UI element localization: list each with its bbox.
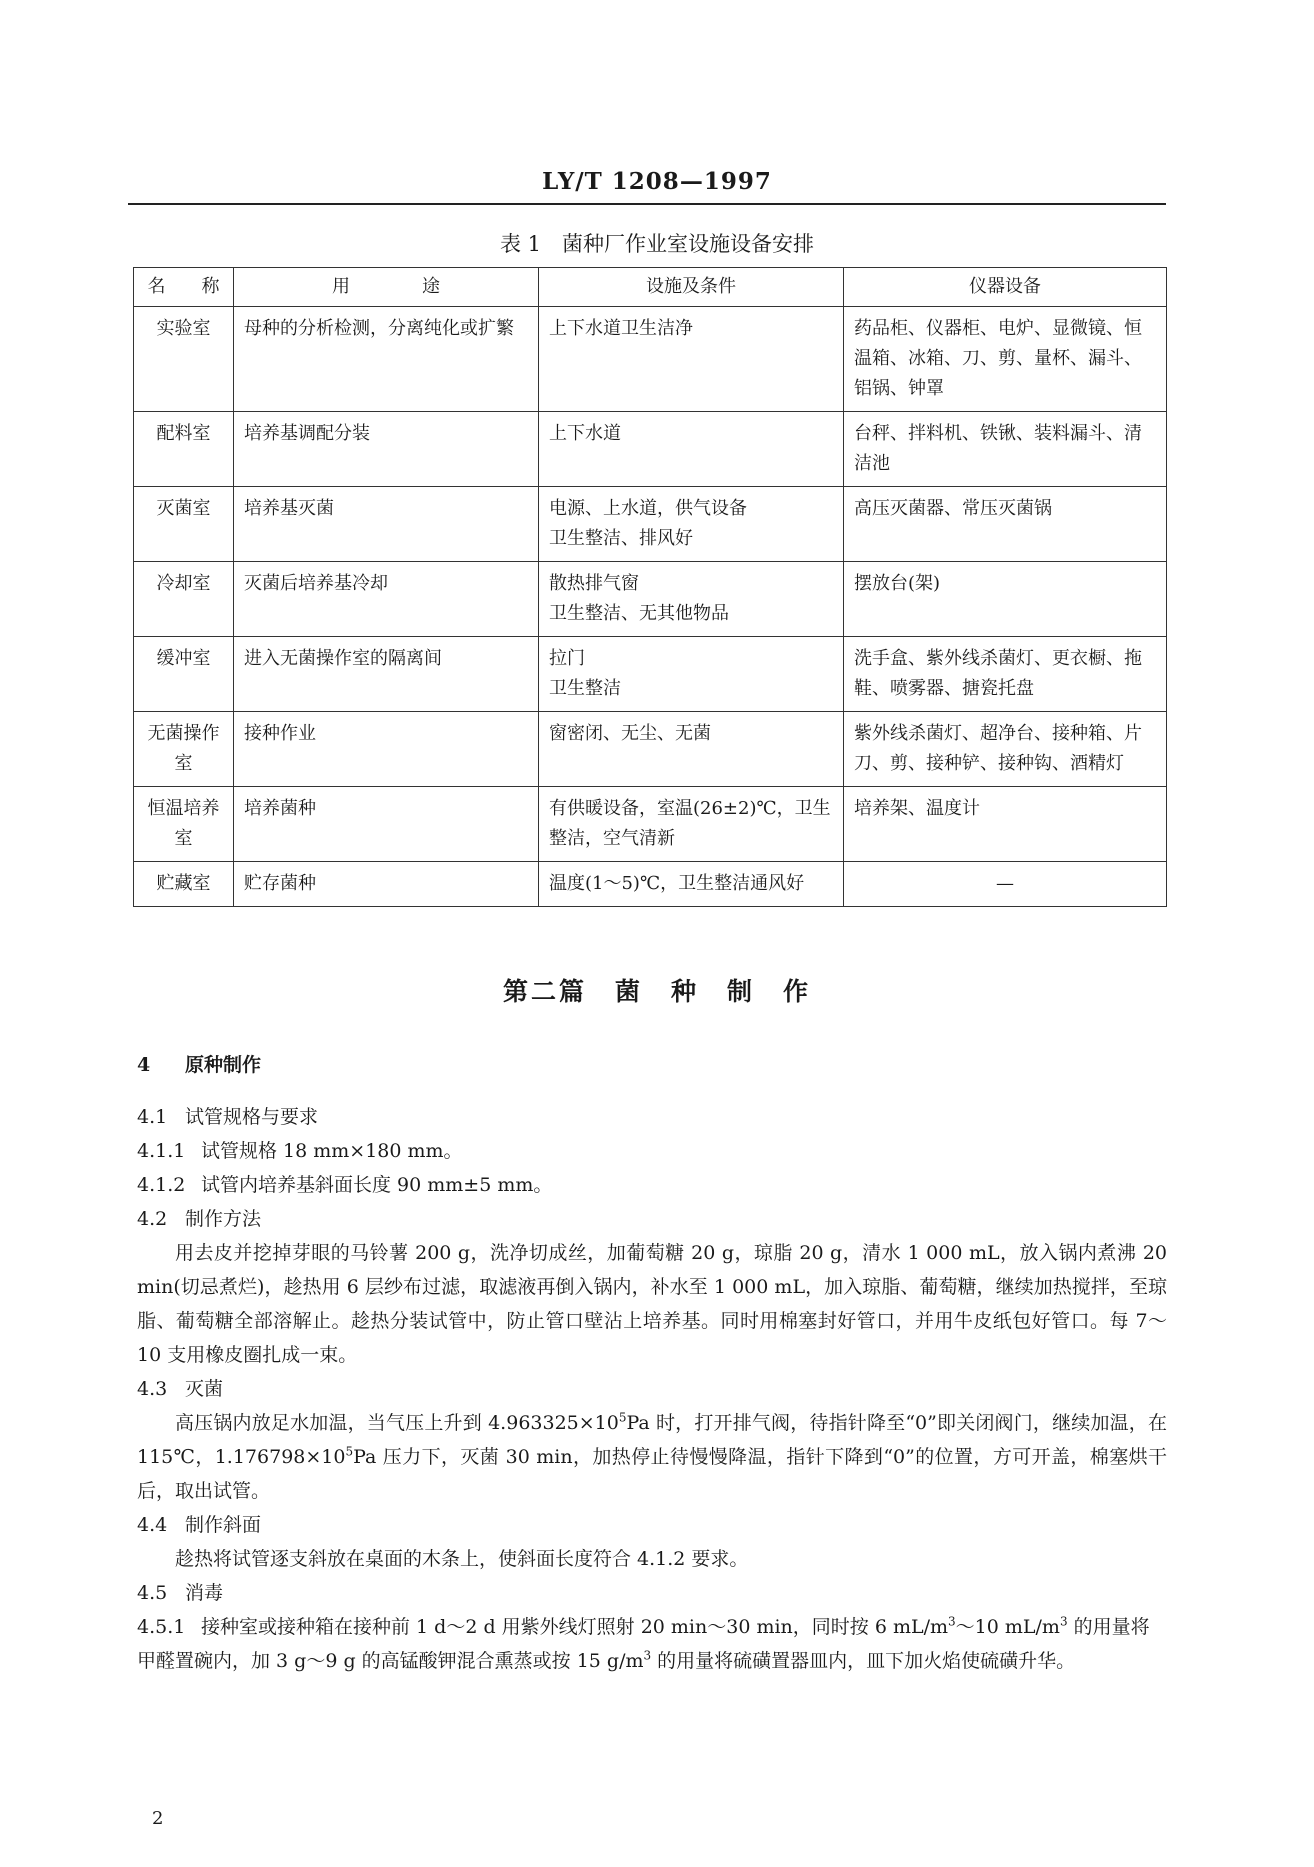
superscript: 5 [345,1444,354,1459]
table-row [134,562,1167,637]
purpose-cell: 进入无菌操作室的隔离间 [234,637,539,712]
section-number: 4.5 [137,1582,168,1604]
facility-cell: 上下水道卫生洁净 [539,307,844,412]
purpose-cell: 培养基灭菌 [234,487,539,562]
table-row [134,307,1167,412]
section-title: 制作斜面 [185,1514,262,1536]
section-text: 的用量将甲醛置碗内，加 3 g～9 g 的高锰酸钾混合熏蒸或按 15 g/m [137,1616,1150,1672]
part-title: 第二篇 菌 种 制 作 [502,977,811,1006]
column-header: 仪器设备 [844,268,1167,307]
table-body [134,307,1167,907]
table-row [134,712,1167,787]
page-number: 2 [152,1808,164,1829]
body-text [137,1048,1167,1678]
standard-code-header: LY/T 1208—1997 [542,168,772,195]
equipment-cell: 洗手盒、紫外线杀菌灯、更衣橱、拖鞋、喷雾器、搪瓷托盘 [844,637,1167,712]
section-number: 4.5.1 [137,1616,186,1638]
superscript: 5 [618,1410,627,1425]
equipment-cell: 摆放台(架) [844,562,1167,637]
section-text: 接种室或接种箱在接种前 1 d～2 d 用紫外线灯照射 20 min～30 min，同时按 6 mL/m [201,1616,949,1638]
section-4-5-1 [137,1610,1167,1678]
section-4-3-heading [137,1372,1167,1406]
column-header: 用 途 [234,268,539,307]
section-4-3-paragraph [137,1406,1167,1508]
room-name-cell: 冷却室 [134,562,234,637]
room-name-cell: 恒温培养室 [134,787,234,862]
equipment-cell: 药品柜、仪器柜、电炉、显微镜、恒温箱、冰箱、刀、剪、量杯、漏斗、铝锅、钟罩 [844,307,1167,412]
table-row [134,412,1167,487]
section-title: 灭菌 [185,1378,224,1400]
section-text: 的用量将硫磺置器皿内，皿下加火焰使硫磺升华。 [651,1650,1076,1672]
header-rule [128,203,1166,205]
equipment-cell: 台秤、拌料机、铁锹、装料漏斗、清洁池 [844,412,1167,487]
section-4-5-heading [137,1576,1167,1610]
section-4-heading [137,1048,1167,1082]
section-4-4-paragraph: 趁热将试管逐支斜放在桌面的木条上，使斜面长度符合 4.1.2 要求。 [175,1548,749,1570]
section-number: 4.3 [137,1378,168,1400]
section-number: 4.2 [137,1208,168,1230]
section-4-1-2 [137,1168,1167,1202]
section-4-2-paragraph: 用去皮并挖掉芽眼的马铃薯 200 g，洗净切成丝，加葡萄糖 20 g，琼脂 20 g，清水 1 000 mL，放入锅内煮沸 20 min(切忌煮烂)，趁热用 6 层纱布过滤，取滤液再倒入锅内，补水至 1 000 mL，加入琼脂、葡萄糖，继续加热搅拌，至琼脂、葡萄糖全部溶解止。趁热分装试管中，防止管口壁沾上培养基。同时用棉塞封好管口，并用牛皮纸包好管口。每 7～10 支用橡皮圈扎成一束。 [137,1242,1167,1366]
equipment-cell: 紫外线杀菌灯、超净台、接种箱、片刀、剪、接种铲、接种钩、酒精灯 [844,712,1167,787]
facility-cell: 拉门 卫生整洁 [539,637,844,712]
room-name-cell: 无菌操作室 [134,712,234,787]
section-text: ～10 mL/m [955,1616,1060,1638]
superscript: 3 [1059,1614,1068,1629]
purpose-cell: 培养菌种 [234,787,539,862]
superscript: 3 [948,1614,956,1629]
facility-table [133,267,1167,907]
column-header: 设施及条件 [539,268,844,307]
purpose-cell: 贮存菌种 [234,862,539,907]
section-title: 原种制作 [185,1054,262,1076]
room-name-cell: 灭菌室 [134,487,234,562]
section-text: 试管内培养基斜面长度 90 mm±5 mm。 [201,1174,553,1196]
purpose-cell: 接种作业 [234,712,539,787]
section-number: 4.1 [137,1106,168,1128]
section-title: 消毒 [185,1582,224,1604]
room-name-cell: 配料室 [134,412,234,487]
table-title: 表 1 菌种厂作业室设施设备安排 [499,232,815,256]
table-row [134,487,1167,562]
room-name-cell: 缓冲室 [134,637,234,712]
section-number: 4.1.1 [137,1140,186,1162]
section-number: 4.1.2 [137,1174,186,1196]
section-4-2-heading [137,1202,1167,1236]
section-number: 4 [137,1054,151,1076]
purpose-cell: 母种的分析检测，分离纯化或扩繁 [234,307,539,412]
equipment-cell: 培养架、温度计 [844,787,1167,862]
section-4-1-heading [137,1100,1167,1134]
facility-cell: 温度(1～5)℃，卫生整洁通风好 [539,862,844,907]
section-4-4-heading [137,1508,1167,1542]
facility-cell: 散热排气窗 卫生整洁、无其他物品 [539,562,844,637]
column-header: 名 称 [134,268,234,307]
section-number: 4.4 [137,1514,168,1536]
table-header-row [134,268,1167,307]
facility-cell: 上下水道 [539,412,844,487]
paragraph-text: Pa 时，打开排气阀，待指针降至“0”即关闭阀门，继续加温，在 115℃，1.176798×10 [137,1412,1167,1468]
equipment-cell: — [844,862,1167,907]
room-name-cell: 实验室 [134,307,234,412]
facility-cell: 有供暖设备，室温(26±2)℃，卫生整洁，空气清新 [539,787,844,862]
section-4-1-1 [137,1134,1167,1168]
section-title: 制作方法 [185,1208,262,1230]
table-row [134,637,1167,712]
table-row [134,862,1167,907]
section-title: 试管规格与要求 [185,1106,319,1128]
purpose-cell: 灭菌后培养基冷却 [234,562,539,637]
paragraph-text: 高压锅内放足水加温，当气压上升到 4.963325×10 [175,1412,619,1434]
paragraph-text: Pa 压力下，灭菌 30 min，加热停止待慢慢降温，指针下降到“0”的位置，方可开盖，棉塞烘干后，取出试管。 [137,1446,1167,1502]
facility-cell: 电源、上水道，供气设备 卫生整洁、排风好 [539,487,844,562]
section-text: 试管规格 18 mm×180 mm。 [201,1140,463,1162]
table-row [134,787,1167,862]
equipment-cell: 高压灭菌器、常压灭菌锅 [844,487,1167,562]
facility-cell: 窗密闭、无尘、无菌 [539,712,844,787]
room-name-cell: 贮藏室 [134,862,234,907]
superscript: 3 [643,1648,652,1663]
purpose-cell: 培养基调配分装 [234,412,539,487]
